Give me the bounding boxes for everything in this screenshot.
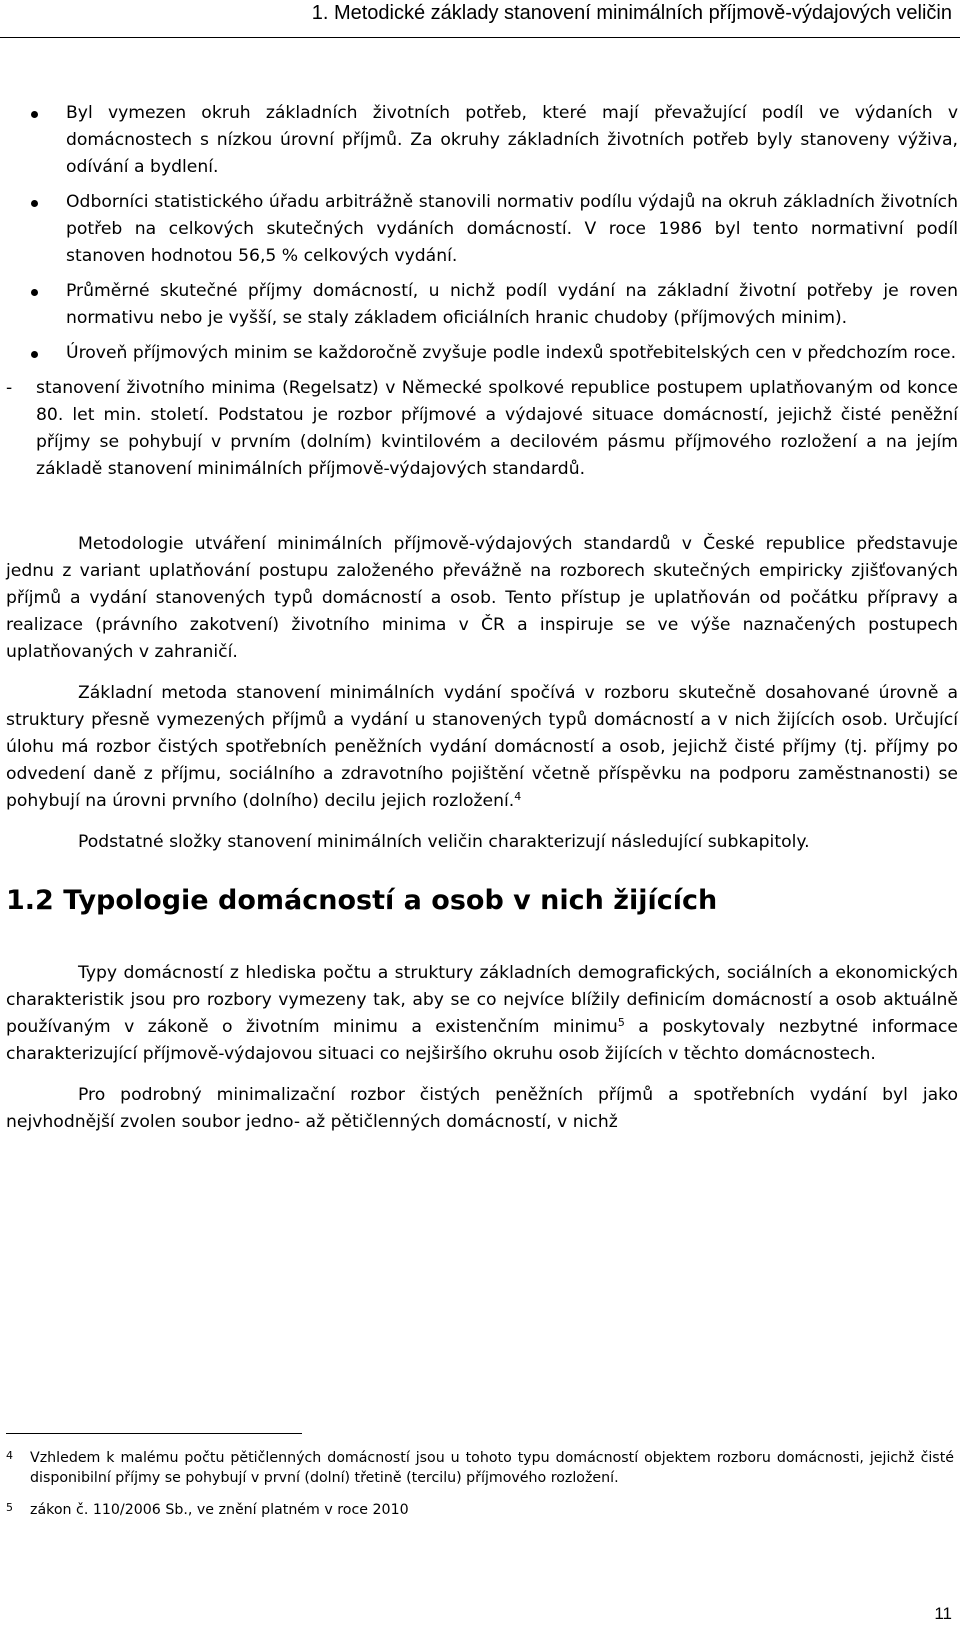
footnote-number: 5 — [6, 1501, 13, 1514]
dash-list-item — [6, 375, 958, 483]
dash-item-text: stanovení životního minima (Regelsatz) v Německé spolkové republice postupem uplatňovaným od konce 80. let min. století. Podstatou je rozbor příjmové a výdajové situace domácností, jejichž čisté peněžní příjmy se pohybují v prvním (dolním) kvintilovém a decilovém pásmu příjmového rozložení a na jejím základě stanovení minimálních příjmově-výdajových standardů. — [36, 378, 958, 479]
paragraph-household-types: Typy domácností z hlediska počtu a struktury základních demografických, sociálních a ekonomických charakteristik jsou pro rozbory vymezeny tak, aby se co nejvíce blížily definicím domácností a osob aktuálně používaným v zákoně o životním minimu a existenčním minimu$^5$ a poskytovaly nezbytné informace charakterizující příjmově-výdajovou situaci co nejširšího okruhu osob žijících v těchto domácnostech. — [6, 963, 958, 1064]
chapter-title: 1. Metodické základy stanovení minimálních příjmově-výdajových veličin — [311, 2, 952, 24]
list-item: Odborníci statistického úřadu arbitrážně stanovili normativ podílu výdajů na okruh základních životních potřeb na celkových skutečných vydáních domácností. V roce 1986 byl tento normativní podíl stanoven hodnotou 56,5 % celkových vydání. — [6, 189, 958, 270]
bullet-list — [6, 100, 958, 367]
bullet-icon — [31, 111, 38, 118]
bullet-icon — [31, 200, 38, 207]
section-heading: 1.2 Typologie domácností a osob v nich žijících — [6, 885, 718, 916]
dash-marker: - — [6, 378, 13, 398]
paragraph-basic-method: Základní metoda stanovení minimálních vydání spočívá v rozboru skutečně dosahované úrovně a struktury přesně vymezených příjmů a vydání u stanovených typů domácností a v nich žijících osob. Určující úlohu má rozbor čistých spotřebních peněžních vydání domácností a osob, jejichž čisté příjmy (tj. příjmy po odvedení daně z příjmu, sociálního a zdravotního pojištění včetně příspěvku na podporu zaměstnanosti) se pohybují na úrovni prvního (dolního) decilu jejich rozložení.$^4$ — [6, 683, 958, 811]
footnotes — [6, 1433, 954, 1532]
footnote-ref-5[interactable]: 5 — [617, 1016, 625, 1029]
header-rule — [0, 37, 960, 38]
footnote-text: zákon č. 110/2006 Sb., ve znění platném v roce 2010 — [30, 1502, 409, 1518]
paragraph-analysis: Pro podrobný minimalizační rozbor čistých peněžních příjmů a spotřebních vydání byl jako nejvhodnější zvolen soubor jedno- až pětičlenných domácností, v nichž — [6, 1085, 958, 1132]
footnote-text: Vzhledem k malému počtu pětičlenných domácností jsou u tohoto typu domácností objektem rozboru domácnosti, jejichž čisté disponibilní příjmy se pohybují v první (dolní) třetině (tercilu) příjmového rozložení. — [30, 1450, 954, 1486]
footnote-ref-4[interactable]: 4 — [514, 790, 522, 803]
list-item: Byl vymezen okruh základních životních potřeb, které mají převažující podíl ve výdaních v domácnostech s nízkou úrovní příjmů. Za okruhy základních životních potřeb byly stanoveny výživa, odívání a bydlení. — [6, 100, 958, 181]
footnote-item — [6, 1448, 954, 1488]
bullet-icon — [31, 351, 38, 358]
paragraph-components: Podstatné složky stanovení minimálních veličin charakterizují následující subkapitoly. — [78, 832, 810, 852]
list-item: Průměrné skutečné příjmy domácností, u nichž podíl vydání na základní životní potřeby je roven normativu nebo je vyšší, se staly základem oficiálních hranic chudoby (příjmových minim). — [6, 278, 958, 332]
paragraph-methodology: Metodologie utváření minimálních příjmově-výdajových standardů v České republice představuje jednu z variant uplatňování postupu založeného převážně na rozborech skutečných empiricky zjišťovaných příjmů a vydání stanovených typů domácností a osob. Tento přístup je uplatňován od počátku přípravy a realizace (právního zakotvení) životního minima v ČR a inspiruje se ve výše naznačených postupech uplatňovaných v zahraničí. — [6, 534, 958, 662]
footnote-rule — [6, 1433, 302, 1434]
page-header — [0, 0, 960, 38]
footnote-number: 4 — [6, 1449, 13, 1462]
page-number: 11 — [934, 1604, 952, 1623]
bullet-icon — [31, 289, 38, 296]
main-content — [6, 100, 958, 1136]
list-item: Úroveň příjmových minim se každoročně zvyšuje podle indexů spotřebitelských cen v předchozím roce. — [6, 340, 958, 367]
footnote-item — [6, 1500, 954, 1520]
